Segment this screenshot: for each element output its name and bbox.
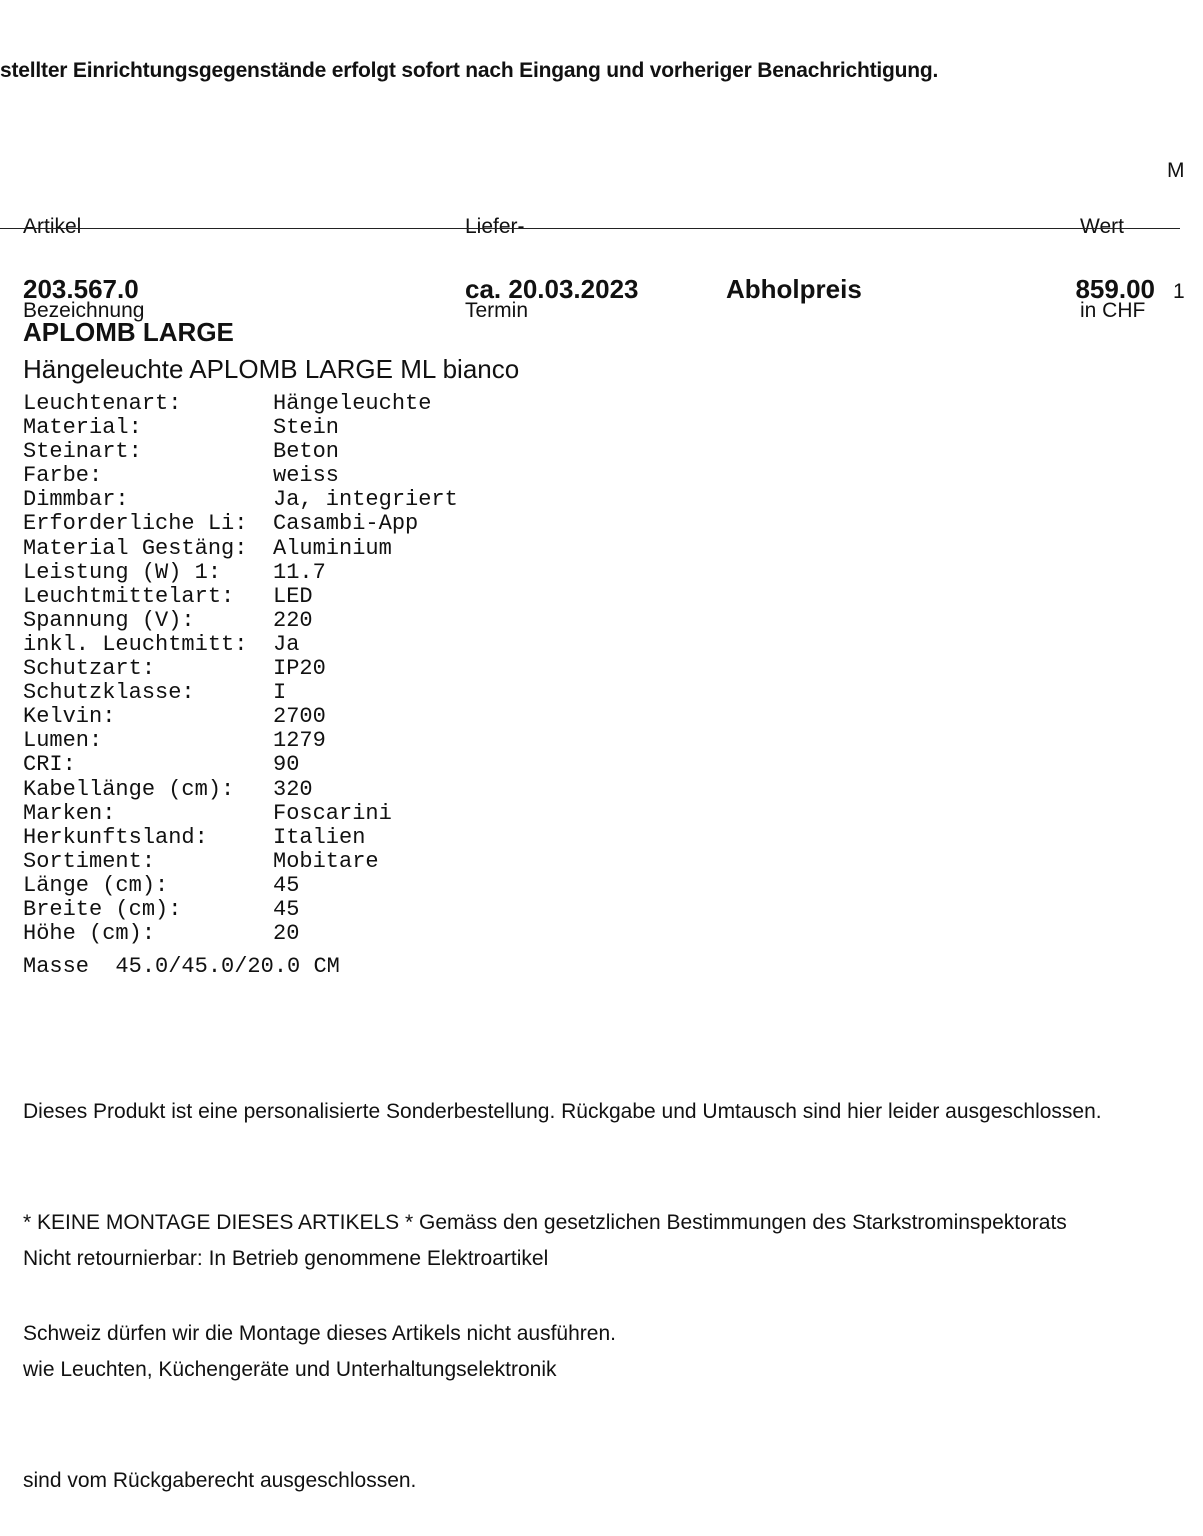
spec-value: Mobitare — [273, 848, 379, 874]
spec-value: Casambi-App — [273, 511, 419, 537]
spec-row — [23, 488, 458, 512]
spec-value: weiss — [273, 463, 340, 489]
spec-row — [23, 874, 458, 898]
spec-row — [23, 729, 458, 753]
spec-row — [23, 609, 458, 633]
spec-value: Foscarini — [273, 800, 392, 826]
spec-row — [23, 657, 458, 681]
spec-label: Leistung (W) 1: — [23, 559, 222, 585]
column-header-delivery — [465, 157, 528, 353]
column-header-value-line2: in CHF — [1080, 299, 1146, 322]
spec-label: CRI: — [23, 752, 76, 778]
spec-label: Material: — [23, 415, 142, 441]
spec-value: Ja, integriert — [273, 487, 458, 513]
non-returnable-note — [23, 1166, 557, 1536]
spec-label: Breite (cm): — [23, 896, 182, 922]
spec-value: Italien — [273, 824, 366, 850]
spec-value: 1279 — [273, 728, 326, 754]
column-header-delivery-line1: Liefer- — [465, 215, 525, 238]
spec-value: Aluminium — [273, 535, 392, 561]
spec-row — [23, 802, 458, 826]
spec-value: 45 — [273, 896, 300, 922]
spec-value: Ja — [273, 631, 300, 657]
non-returnable-note-line: wie Leuchten, Küchengeräte und Unterhaltungselektronik — [23, 1358, 557, 1381]
spec-value: 11.7 — [273, 559, 326, 585]
spec-label: Steinart: — [23, 439, 142, 465]
column-header-value-line1: Wert — [1080, 215, 1124, 238]
item-price: 859.00 — [1075, 274, 1155, 304]
spec-row — [23, 681, 458, 705]
dimensions-line: Masse 45.0/45.0/20.0 CM — [23, 954, 340, 979]
price-type: Abholpreis — [726, 274, 862, 304]
item-description: Hängeleuchte APLOMB LARGE ML bianco — [23, 354, 520, 384]
spec-label: Lumen: — [23, 728, 103, 754]
spec-row — [23, 416, 458, 440]
spec-label: inkl. Leuchtmitt: — [23, 631, 248, 657]
spec-label: Höhe (cm): — [23, 921, 156, 947]
spec-value: Stein — [273, 415, 340, 441]
spec-value: IP20 — [273, 656, 326, 682]
spec-row — [23, 512, 458, 536]
item-quantity: 1 — [1173, 280, 1185, 303]
special-order-note-line: Schweiz dürfen wir die Montage dieses Artikels nicht ausführen. — [23, 1322, 616, 1345]
non-returnable-note-line: sind vom Rückgaberecht ausgeschlossen. — [23, 1469, 417, 1492]
spec-row — [23, 778, 458, 802]
spec-row — [23, 826, 458, 850]
spec-row — [23, 440, 458, 464]
spec-row — [23, 537, 458, 561]
spec-label: Kelvin: — [23, 704, 116, 730]
spec-label: Leuchtmittelart: — [23, 583, 235, 609]
delivery-date: ca. 20.03.2023 — [465, 274, 639, 304]
spec-label: Länge (cm): — [23, 872, 169, 898]
spec-label: Kabellänge (cm): — [23, 776, 235, 802]
spec-value: 320 — [273, 776, 313, 802]
spec-row — [23, 850, 458, 874]
spec-row — [23, 705, 458, 729]
spec-value: Beton — [273, 439, 340, 465]
spec-list — [23, 392, 458, 946]
spec-label: Spannung (V): — [23, 607, 195, 633]
spec-value: 90 — [273, 752, 300, 778]
column-header-value — [1080, 157, 1145, 353]
spec-value: 2700 — [273, 704, 326, 730]
spec-value: I — [273, 680, 287, 706]
non-returnable-note-line: Nicht retournierbar: In Betrieb genommene Elektroartikel — [23, 1247, 549, 1270]
column-header-article-line2: Bezeichnung — [23, 299, 145, 322]
column-header-article-line1: Artikel — [23, 215, 82, 238]
column-header-delivery-line2: Termin — [465, 299, 529, 322]
spec-value: LED — [273, 583, 313, 609]
spec-value: 220 — [273, 607, 313, 633]
column-header-extra: M — [1167, 159, 1185, 182]
special-order-note-line: Dieses Produkt ist eine personalisierte Sonderbestellung. Rückgabe und Umtausch sind hier leider ausgeschlossen. — [23, 1100, 1102, 1123]
spec-row — [23, 464, 458, 488]
spec-row — [23, 561, 458, 585]
special-order-note-line: * KEINE MONTAGE DIESES ARTIKELS * Gemäss den gesetzlichen Bestimmungen des Starkstrominspektorats — [23, 1211, 1067, 1234]
item-name: APLOMB LARGE — [23, 317, 234, 347]
spec-value: Hängeleuchte — [273, 391, 432, 416]
spec-row — [23, 898, 458, 922]
item-number: 203.567.0 — [23, 274, 139, 304]
spec-label: Sortiment: — [23, 848, 156, 874]
spec-row — [23, 922, 458, 946]
spec-label: Erforderliche Li: — [23, 511, 248, 537]
spec-value: 20 — [273, 921, 300, 947]
spec-label: Marken: — [23, 800, 116, 826]
spec-label: Leuchtenart: — [23, 391, 182, 416]
spec-row — [23, 633, 458, 657]
spec-value: 45 — [273, 872, 300, 898]
spec-label: Farbe: — [23, 463, 103, 489]
delivery-notice: stellter Einrichtungsgegenstände erfolgt sofort nach Eingang und vorheriger Benachrichtigung. — [0, 59, 939, 82]
header-divider — [0, 228, 1180, 229]
spec-label: Herkunftsland: — [23, 824, 208, 850]
spec-row — [23, 585, 458, 609]
spec-label: Material Gestäng: — [23, 535, 248, 561]
spec-label: Schutzart: — [23, 656, 156, 682]
spec-label: Dimmbar: — [23, 487, 129, 513]
spec-row — [23, 753, 458, 777]
spec-row — [23, 392, 458, 416]
spec-label: Schutzklasse: — [23, 680, 195, 706]
